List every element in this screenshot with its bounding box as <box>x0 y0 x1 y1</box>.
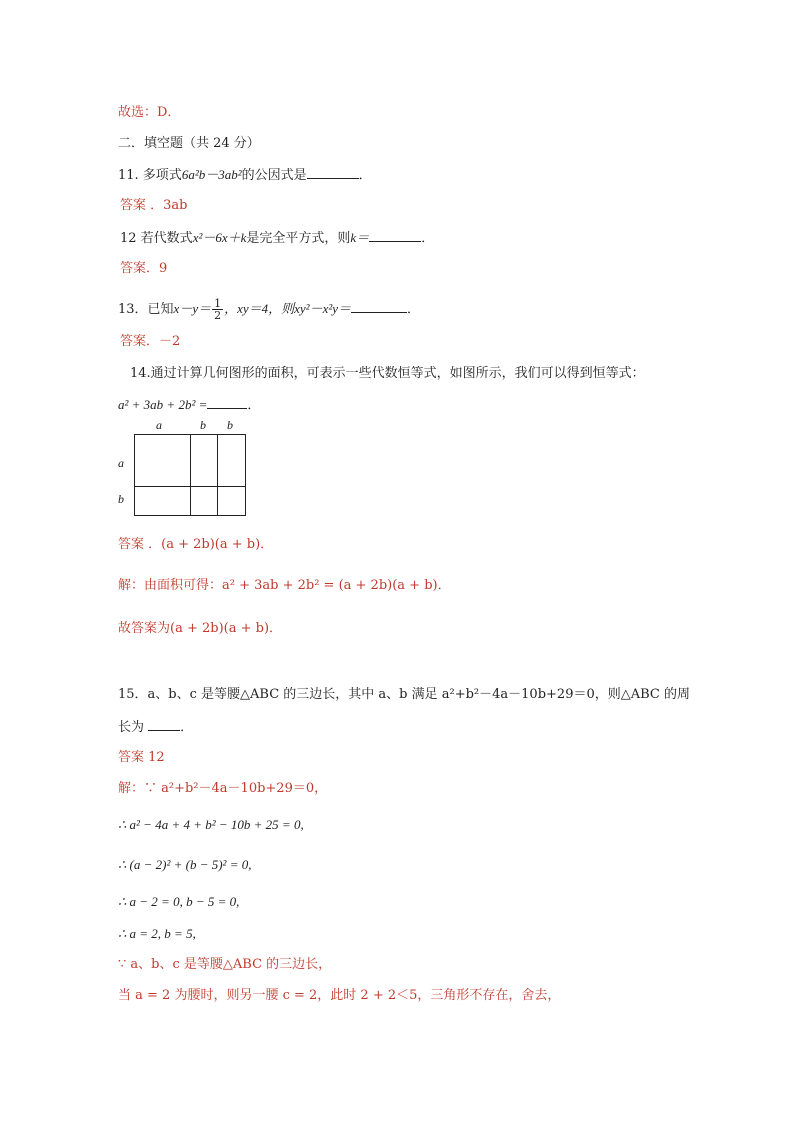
q13-denominator: 2 <box>214 309 222 322</box>
side-label-a: a <box>118 456 124 470</box>
q15-blank <box>148 718 180 731</box>
q13-blank <box>351 300 407 313</box>
solution-15-step1: 解：∵ a²+b²－4a－10b+29＝0， <box>118 781 328 796</box>
q13-expr1: x－y＝ <box>173 301 212 316</box>
answer-12: 答案．9 <box>120 261 168 276</box>
solution-14: 解：由面积可得：a² + 3ab + 2b² = (a + 2b)(a + b)． <box>118 578 451 593</box>
solution-15-step6: ∵ a、b、c 是等腰△ABC 的三边长， <box>118 957 332 972</box>
q14-expression: a² + 3ab + 2b² = <box>118 397 208 412</box>
q11-end: ． <box>358 168 372 183</box>
top-label-b1: b <box>200 418 206 432</box>
q13-prefix: 13．已知 <box>118 302 174 317</box>
cell-a-b2 <box>217 434 246 487</box>
answer-11: 答案 ．3ab <box>120 198 188 213</box>
q12-mid: 是完全平方式，则 <box>246 231 351 246</box>
q15-prefix: 长为 <box>118 720 145 735</box>
solution-15-step5: ∴ a = 2, b = 5, <box>118 926 196 941</box>
cell-a-a <box>134 434 192 487</box>
q15-end: ． <box>180 720 194 735</box>
side-label-b: b <box>118 492 124 506</box>
q12-end: ． <box>421 231 435 246</box>
question-12 <box>120 229 434 248</box>
question-15-line1: 15．a、b、c 是等腰△ABC 的三边长，其中 a、b 满足 a²+b²－4a－10b+29＝0，则△ABC 的周 <box>118 687 690 702</box>
question-13 <box>118 296 420 323</box>
section-heading: 二．填空题（共 24 分） <box>118 136 260 151</box>
top-label-b2: b <box>227 418 233 432</box>
q13-expr3: xy²－x²y＝ <box>294 301 352 316</box>
area-diagram <box>112 416 252 520</box>
answer-14: 答案 ．(a + 2b)(a + b)． <box>118 537 274 552</box>
question-14: 14.通过计算几何图形的面积，可表示一些代数恒等式，如图所示，我们可以得到恒等式： <box>130 366 645 381</box>
question-11 <box>118 166 372 185</box>
q12-expression: x²－6x＋k <box>192 230 247 245</box>
q13-end: ． <box>407 302 421 317</box>
q13-numerator: 1 <box>214 297 222 310</box>
answer-15: 答案 12 <box>118 750 165 765</box>
q14-identity <box>118 396 260 415</box>
q12-blank <box>369 229 421 242</box>
conclusion-line: 故选：D． <box>118 105 181 120</box>
q11-blank <box>307 166 359 179</box>
answer-13: 答案．－2 <box>120 334 181 349</box>
cell-b-b1 <box>190 486 218 516</box>
cell-b-b2 <box>217 486 246 516</box>
q14-end: ． <box>247 398 261 413</box>
solution-15-step2: ∴ a² − 4a + 4 + b² − 10b + 25 = 0, <box>118 817 304 832</box>
q13-fraction <box>212 298 223 321</box>
q14-blank <box>207 396 247 409</box>
solution-15-step7: 当 a = 2 为腰时，则另一腰 c = 2，此时 2 + 2＜5，三角形不存在，舍去， <box>118 988 561 1003</box>
q11-suffix: 的公因式是 <box>241 168 307 183</box>
top-label-a: a <box>156 418 162 432</box>
final-answer-14: 故答案为(a + 2b)(a + b)． <box>118 621 283 636</box>
cell-b-a <box>134 486 192 516</box>
cell-a-b1 <box>190 434 218 487</box>
solution-15-step4: ∴ a − 2 = 0, b − 5 = 0, <box>118 894 240 909</box>
q12-prefix: 12 若代数式 <box>120 231 193 246</box>
solution-15-step3: ∴ (a − 2)² + (b − 5)² = 0, <box>118 857 252 872</box>
q13-expr2: ，xy＝4，则 <box>224 301 295 316</box>
q11-expression: 6a²b－3ab² <box>181 167 242 182</box>
question-15-line2 <box>118 718 193 737</box>
q12-k: k＝ <box>350 230 370 245</box>
q11-prefix: 11. 多项式 <box>118 168 182 183</box>
